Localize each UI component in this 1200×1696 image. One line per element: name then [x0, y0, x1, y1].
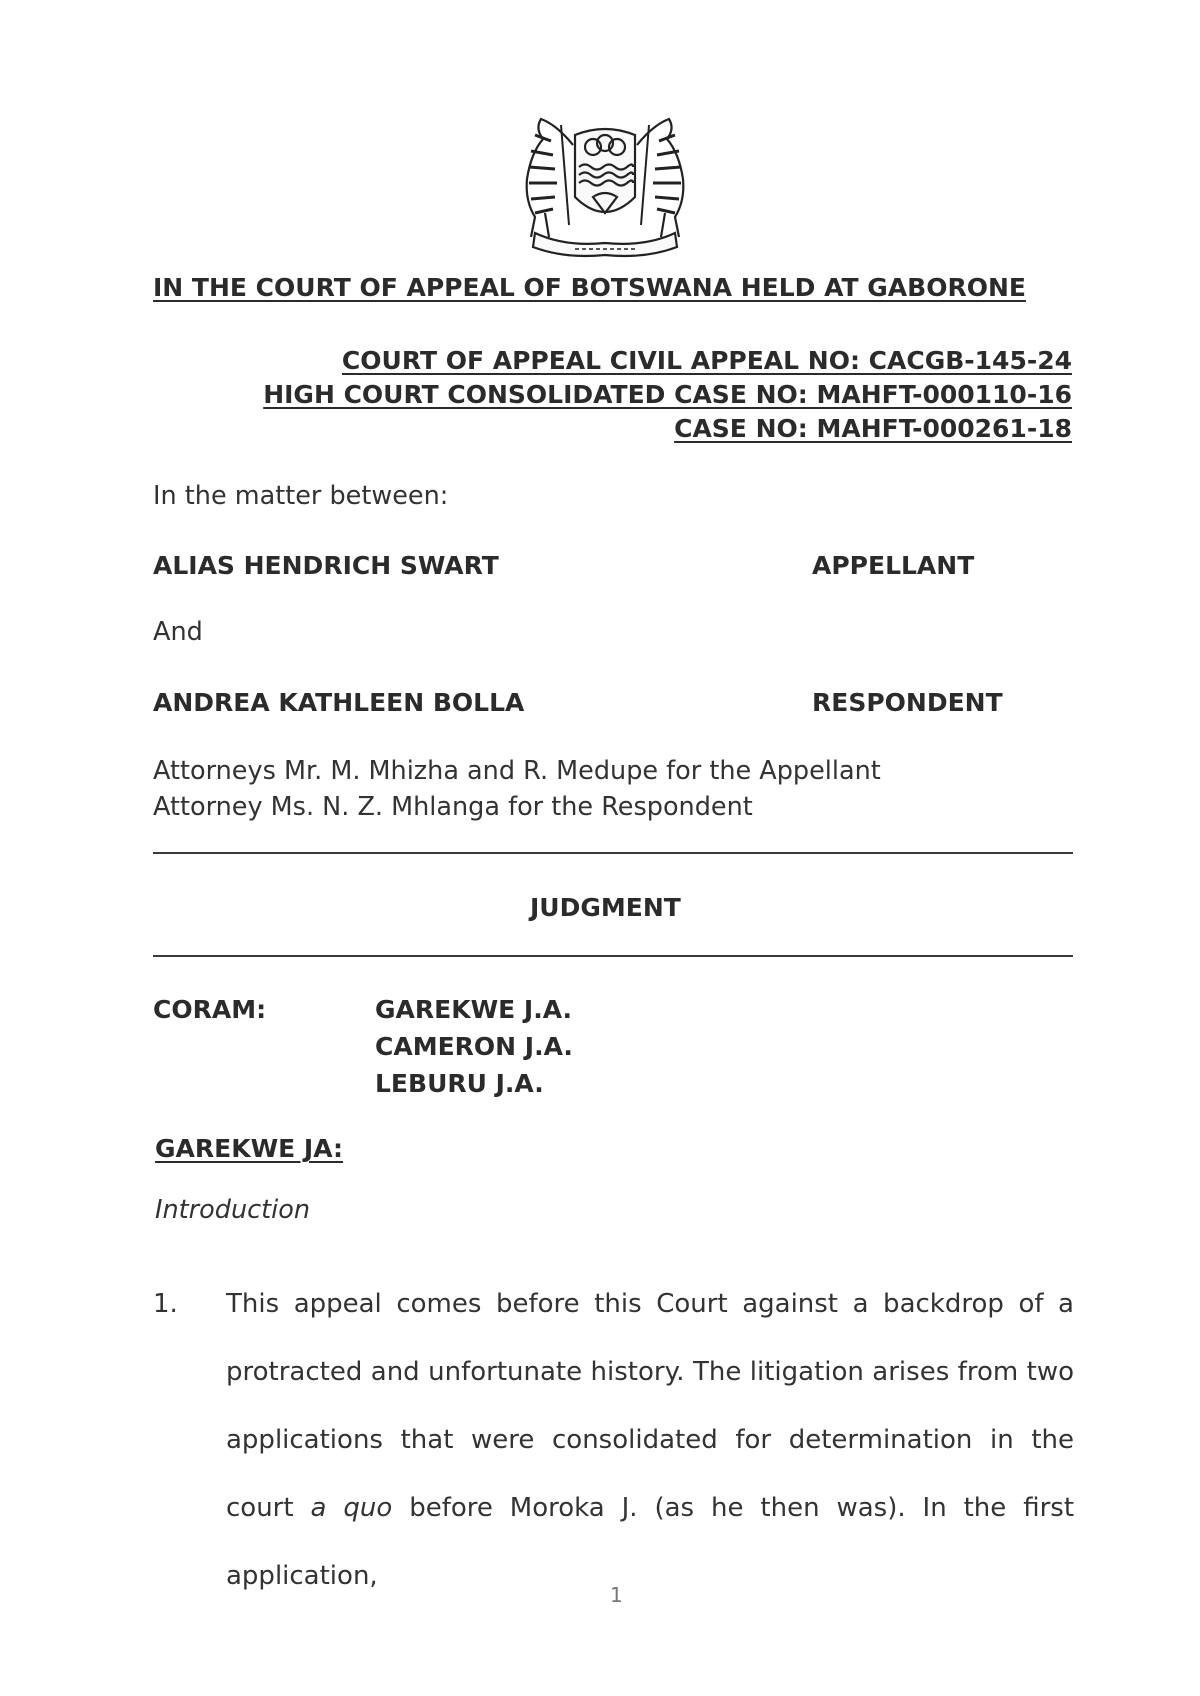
court-title: IN THE COURT OF APPEAL OF BOTSWANA HELD AT GABORONE: [153, 273, 1026, 302]
case-number-appeal: COURT OF APPEAL CIVIL APPEAL NO: CACGB-145-24: [341, 346, 1072, 375]
paragraph-number: 1.: [153, 1289, 178, 1319]
coram-judge: GAREKWE J.A.: [375, 995, 573, 1024]
section-heading-introduction: Introduction: [155, 1195, 310, 1225]
judgment-heading: JUDGMENT: [530, 893, 681, 922]
counsel-appellant: Attorneys Mr. M. Mhizha and R. Medupe for the Appellant: [153, 756, 881, 786]
paragraph-1: [226, 1270, 1074, 1610]
case-number-high-court: HIGH COURT CONSOLIDATED CASE NO: MAHFT-000110-16: [263, 380, 1072, 409]
italic-a: a: [310, 1493, 327, 1523]
paragraph-1-text: This appeal comes before this Court against a backdrop of a protracted and unfortunate history. The litigation arises from two applications that were consolidated for determination in the court: [226, 1289, 1074, 1523]
coram-judge: CAMERON J.A.: [375, 1032, 573, 1061]
paragraph-1-text-cont: before Moroka J. (as he then was). In the first application,: [226, 1493, 1075, 1591]
coat-of-arms-crest: [505, 105, 705, 265]
coram-judge: LEBURU J.A.: [375, 1069, 544, 1098]
respondent-role: RESPONDENT: [812, 688, 1003, 717]
divider-top: [153, 852, 1073, 854]
and-conjunction: And: [153, 617, 203, 647]
author-heading: GAREKWE JA:: [155, 1134, 344, 1163]
respondent-name: ANDREA KATHLEEN BOLLA: [153, 688, 525, 717]
counsel-respondent: Attorney Ms. N. Z. Mhlanga for the Respondent: [153, 792, 753, 822]
page-number: 1: [610, 1583, 623, 1607]
case-number-secondary: CASE NO: MAHFT-000261-18: [674, 414, 1072, 443]
italic-quo: quo: [343, 1493, 393, 1523]
matter-between-text: In the matter between:: [153, 481, 449, 511]
paragraph-1-space: [326, 1493, 343, 1523]
appellant-name: ALIAS HENDRICH SWART: [153, 551, 499, 580]
coram-label: CORAM:: [153, 995, 267, 1024]
appellant-role: APPELLANT: [812, 551, 975, 580]
divider-bottom: [153, 955, 1073, 957]
